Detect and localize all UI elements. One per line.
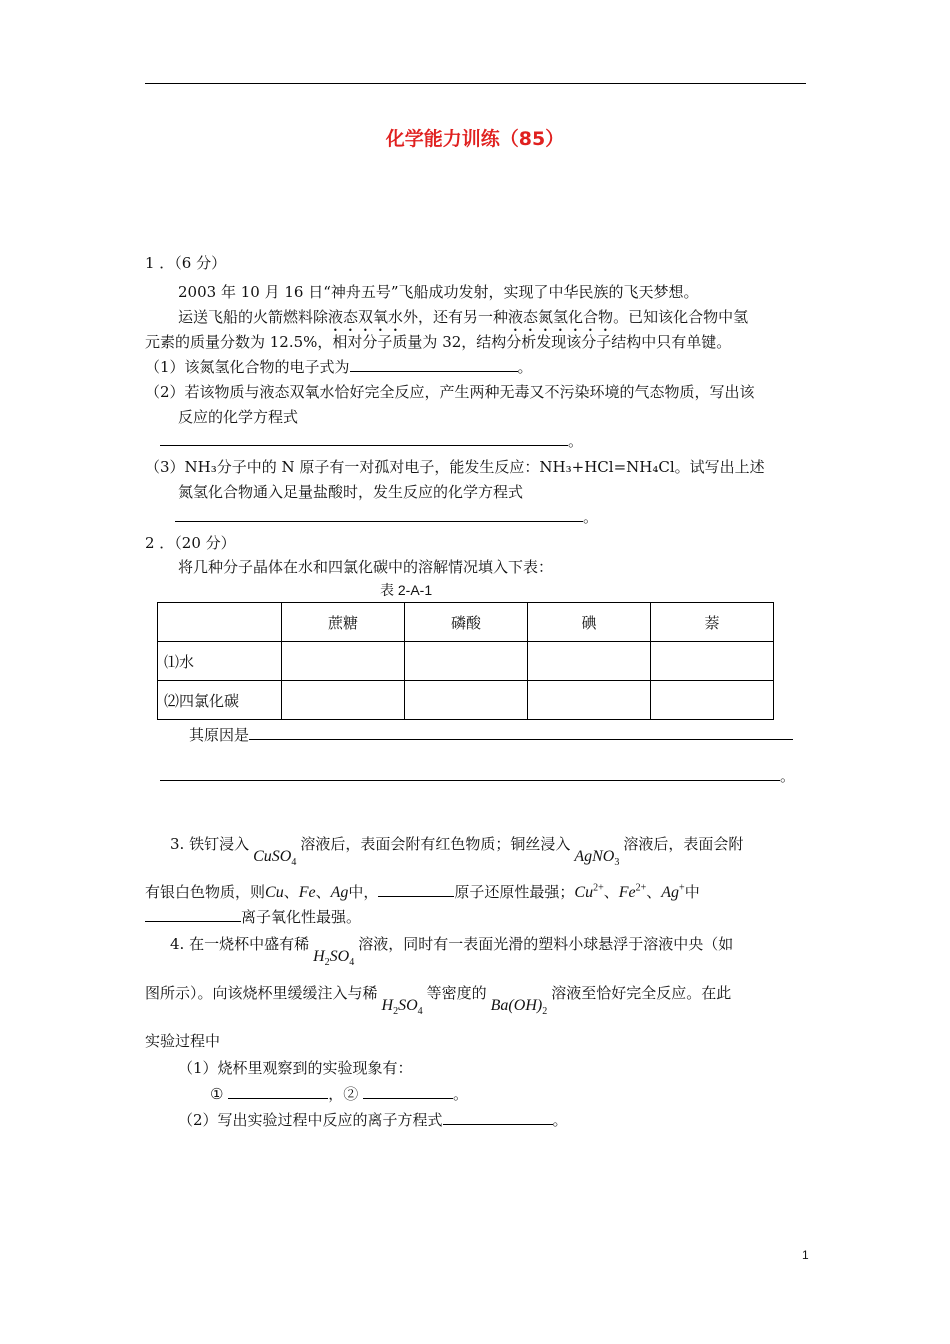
table-cell[interactable] — [651, 681, 774, 720]
q1-part2-line2: 反应的化学方程式 — [178, 408, 299, 426]
q3-line3: 离子氧化性最强。 — [145, 906, 361, 927]
table-cell[interactable] — [282, 681, 405, 720]
q2-heading: 2 ．（20 分） — [145, 534, 236, 552]
answer-blank[interactable] — [363, 1097, 453, 1099]
answer-blank[interactable] — [145, 920, 241, 922]
table-cell: ⑵四氯化碳 — [158, 681, 282, 720]
page-title: 化学能力训练（85） — [385, 128, 565, 150]
q1-part3-line2: 氮氢化合物通入足量盐酸时，发生反应的化学方程式 — [178, 483, 524, 501]
answer-blank[interactable] — [160, 779, 780, 781]
q3-line2: 有银白色物质，则Cu、Fe、Ag中， 原子还原性最强；$Cu^{2+}$、$Fe^{2+}$、Ag+中 — [145, 882, 700, 901]
page-number: 1 — [802, 1248, 809, 1262]
q1-part2-line1: （2）若该物质与液态双氧水恰好完全反应，产生两种无毒又不污染环境的气态物质，写出该 — [145, 383, 755, 401]
answer-blank[interactable] — [228, 1097, 328, 1099]
table-header-cell: 磷酸 — [405, 603, 528, 642]
answer-blank[interactable] — [378, 895, 454, 897]
table-caption: 表 2-A-1 — [380, 582, 433, 598]
table-row — [158, 642, 774, 681]
q4-line3: 实验过程中 — [145, 1032, 221, 1050]
answer-blank[interactable] — [175, 520, 583, 522]
q1-part3-answer: 。 — [175, 506, 598, 527]
table-cell[interactable] — [405, 642, 528, 681]
answer-blank[interactable] — [350, 370, 518, 372]
q4-line2: 图所示）。向该烧杯里缓缓注入与稀$H_2SO_4$等密度的$Ba(OH)_2$溶液至恰好完全反应。在此 — [145, 984, 732, 1018]
table-header-cell — [158, 603, 282, 642]
q4-part1: （1）烧杯里观察到的实验现象有： — [178, 1059, 413, 1077]
q2-reason: 其原因是 — [189, 724, 793, 745]
solubility-table — [157, 602, 774, 720]
table-row — [158, 681, 774, 720]
answer-blank[interactable] — [160, 444, 568, 446]
q1-part1: （1）该氮氢化合物的电子式为 。 — [145, 358, 533, 376]
q1-part3-line1: （3）NH₃分子中的 N 原子有一对孤对电子，能发生反应：NH₃+HCl=NH₄Cl。试写出上述 — [145, 458, 765, 476]
q1-line3: 元素的质量分数为 12.5%，相对分子质量为 32，结构分析发现该分子结构中只有单键。 — [145, 333, 732, 351]
table-cell[interactable] — [651, 642, 774, 681]
header-rule — [145, 83, 806, 84]
table-header-row — [158, 603, 774, 642]
answer-blank[interactable] — [443, 1123, 553, 1125]
q1-part2-answer: 。 — [160, 430, 583, 451]
q4-part1-answers: ① ，② 。 — [210, 1085, 469, 1103]
q1-line1: 2003 年 10 月 16 日“神舟五号”飞船成功发射，实现了中华民族的飞天梦想。 — [178, 283, 699, 301]
table-cell: ⑴水 — [158, 642, 282, 681]
q2-reason-line2: 。 — [160, 765, 795, 786]
q3-line1: 3. 铁钉浸入CuSO$_4$溶液后，表面会附有红色物质；铜丝浸入AgNO$_3$溶液后，表面会附 — [170, 835, 744, 869]
table-cell[interactable] — [282, 642, 405, 681]
table-cell[interactable] — [405, 681, 528, 720]
q1-line2: 运送飞船的火箭燃料除液态双氧水外，还有另一种液态氮氢化合物。已知该化合物中氢 — [178, 308, 749, 326]
table-cell[interactable] — [528, 681, 651, 720]
q2-intro: 将几种分子晶体在水和四氯化碳中的溶解情况填入下表： — [178, 558, 554, 576]
table-header-cell: 碘 — [528, 603, 651, 642]
q1-heading: 1 ．（6 分） — [145, 254, 227, 272]
q4-part2: （2）写出实验过程中反应的离子方程式 。 — [178, 1111, 568, 1129]
table-cell[interactable] — [528, 642, 651, 681]
table-header-cell: 萘 — [651, 603, 774, 642]
q4-line1: 4. 在一烧杯中盛有稀$H_2SO_4$溶液，同时有一表面光滑的塑料小球悬浮于溶液中央（如 — [170, 935, 734, 969]
answer-blank[interactable] — [249, 738, 793, 740]
table-header-cell: 蔗糖 — [282, 603, 405, 642]
